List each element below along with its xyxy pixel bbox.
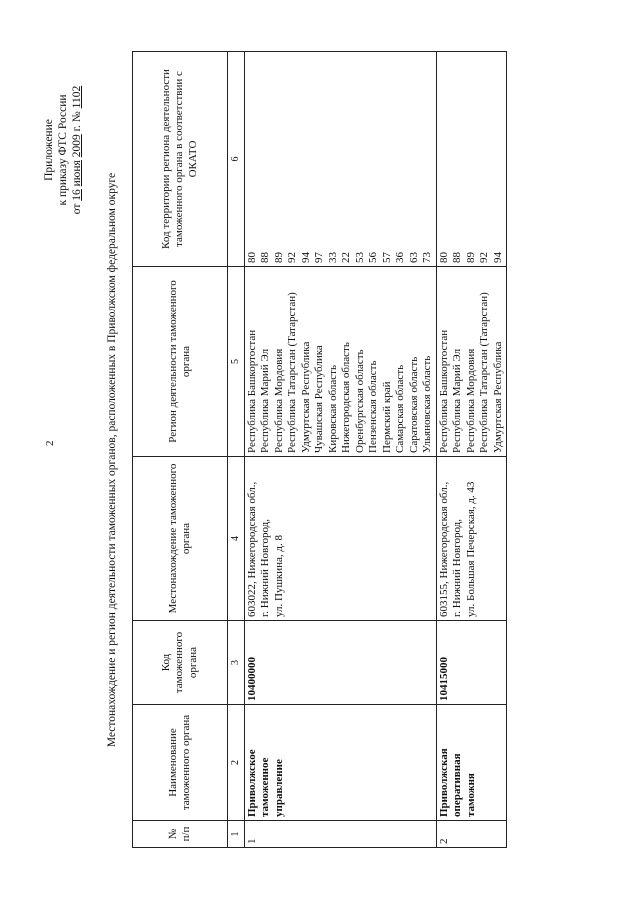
address-line: ул. Большая Печерская, д. 43 bbox=[464, 481, 477, 617]
table-row bbox=[244, 52, 436, 848]
okato-code: 53 bbox=[353, 252, 366, 263]
okato-code: 56 bbox=[367, 252, 379, 263]
okato-code: 22 bbox=[340, 252, 352, 263]
region-list bbox=[436, 267, 507, 457]
region-item: Оренбургская область bbox=[353, 349, 366, 453]
date-year: 2009 bbox=[71, 134, 83, 158]
date-suffix: г. bbox=[71, 125, 83, 132]
customs-body-code: 10415000 bbox=[436, 621, 507, 705]
column-number-row bbox=[228, 52, 245, 848]
document-title: Местонахождение и регион деятельности таможенных органов, расположенных в Приволжском федеральном округе bbox=[106, 172, 118, 748]
customs-body-address bbox=[436, 457, 507, 621]
column-number: 6 bbox=[228, 52, 245, 267]
table-row bbox=[436, 52, 507, 848]
date-day: 16 bbox=[71, 189, 83, 201]
page-number: 2 bbox=[44, 440, 56, 446]
region-item: Республика Марий Эл bbox=[259, 348, 271, 453]
header-code: Код таможенного органа bbox=[133, 621, 228, 705]
okato-code: 89 bbox=[272, 252, 285, 263]
region-item: Республика Башкортостан bbox=[437, 329, 450, 453]
address-line: ул. Пушкина, д. 8 bbox=[272, 534, 285, 617]
address-line: 603022, Нижегородская обл., bbox=[245, 481, 258, 617]
header-location: Местонахождение таможенного органа bbox=[133, 457, 228, 621]
okato-code: 92 bbox=[286, 252, 298, 263]
region-item: Чувашская Республика bbox=[313, 345, 325, 453]
customs-body-name: Приволжская оперативная таможня bbox=[436, 705, 507, 821]
row-number: 1 bbox=[244, 821, 436, 848]
address-line: 603155, Нижегородская обл., bbox=[437, 481, 450, 617]
okato-code: 73 bbox=[421, 252, 433, 263]
region-item: Республика Мордовия bbox=[272, 348, 285, 453]
address-line: г. Нижний Новгород, bbox=[451, 518, 463, 617]
region-item: Удмуртская Республика bbox=[491, 341, 504, 453]
date-month: июня bbox=[71, 160, 83, 187]
number-sign: № bbox=[71, 111, 83, 123]
customs-body-code: 10400000 bbox=[244, 621, 436, 705]
region-item: Нижегородская область bbox=[340, 342, 352, 453]
region-item: Республика Мордовия bbox=[464, 348, 477, 453]
okato-code: 57 bbox=[380, 252, 393, 263]
okato-code: 94 bbox=[491, 252, 504, 263]
appendix-label: Приложение bbox=[43, 119, 55, 181]
region-item: Кировская область bbox=[326, 364, 339, 453]
customs-body-address bbox=[244, 457, 436, 621]
okato-code: 63 bbox=[407, 252, 420, 263]
address-line: г. Нижний Новгород, bbox=[259, 518, 271, 617]
region-item: Республика Марий Эл bbox=[451, 348, 463, 453]
okato-code: 88 bbox=[451, 252, 463, 263]
region-item: Республика Татарстан (Татарстан) bbox=[478, 292, 490, 453]
region-item: Пензенская область bbox=[367, 360, 379, 453]
column-number: 4 bbox=[228, 457, 245, 621]
column-number: 2 bbox=[228, 705, 245, 821]
customs-bodies-table bbox=[132, 51, 507, 848]
column-number: 3 bbox=[228, 621, 245, 705]
okato-code: 80 bbox=[245, 252, 258, 263]
okato-code: 89 bbox=[464, 252, 477, 263]
okato-code: 92 bbox=[478, 252, 490, 263]
okato-code: 36 bbox=[394, 252, 406, 263]
appendix-header bbox=[42, 60, 84, 240]
header-name: Наименование таможенного органа bbox=[133, 705, 228, 821]
customs-body-name: Приволжское таможенное управление bbox=[244, 705, 436, 821]
appendix-order-date bbox=[70, 60, 84, 240]
order-number: 1102 bbox=[71, 85, 83, 109]
row-number: 2 bbox=[436, 821, 507, 848]
header-region: Регион деятельности таможенного органа bbox=[133, 267, 228, 457]
region-item: Удмуртская Республика bbox=[299, 341, 312, 453]
region-item: Республика Татарстан (Татарстан) bbox=[286, 292, 298, 453]
region-item: Ульяновская область bbox=[421, 355, 433, 453]
okato-code: 94 bbox=[299, 252, 312, 263]
region-list bbox=[244, 267, 436, 457]
region-item: Самарская область bbox=[394, 364, 406, 453]
region-item: Пермский край bbox=[380, 381, 393, 453]
column-number: 1 bbox=[228, 821, 245, 848]
okato-list bbox=[436, 52, 507, 267]
header-num: № п/п bbox=[133, 821, 228, 848]
region-item: Республика Башкортостан bbox=[245, 329, 258, 453]
column-number: 5 bbox=[228, 267, 245, 457]
date-prefix: от bbox=[71, 203, 83, 215]
okato-code: 33 bbox=[326, 252, 339, 263]
okato-code: 88 bbox=[259, 252, 271, 263]
okato-list bbox=[244, 52, 436, 267]
appendix-order-ref: к приказу ФТС России bbox=[57, 94, 69, 206]
header-row bbox=[133, 52, 228, 848]
header-okato: Код территории региона деятельности таможенного органа в соответствии с ОКАТО bbox=[133, 52, 228, 267]
okato-code: 80 bbox=[437, 252, 450, 263]
okato-code: 97 bbox=[313, 252, 325, 263]
region-item: Саратовская область bbox=[407, 356, 420, 453]
